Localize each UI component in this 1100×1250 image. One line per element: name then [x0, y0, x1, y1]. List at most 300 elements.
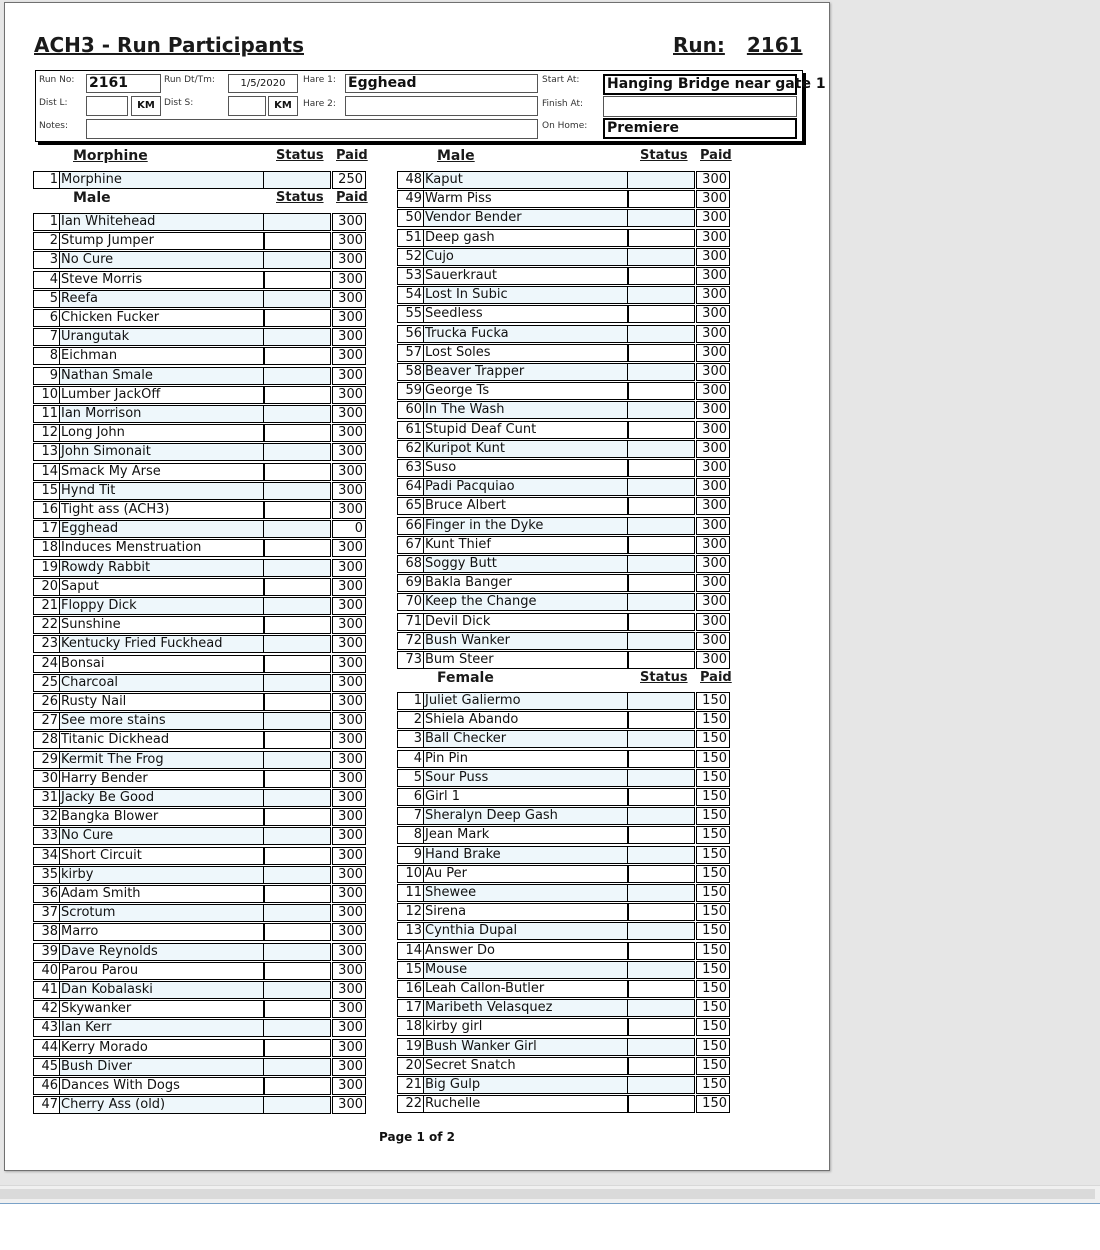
paid-amount: 300: [696, 286, 730, 304]
paid-amount: 300: [332, 885, 366, 903]
status-cell[interactable]: [627, 229, 695, 247]
paid-amount: 300: [332, 501, 366, 519]
dist-s-field[interactable]: [228, 96, 266, 116]
status-cell[interactable]: [263, 597, 331, 615]
status-cell[interactable]: [627, 961, 695, 979]
status-cell[interactable]: [627, 632, 695, 650]
status-cell[interactable]: [263, 520, 331, 538]
participant-name: Lost In Subic: [423, 286, 629, 304]
participant-name: Deep gash: [423, 229, 629, 247]
paid-amount: 150: [696, 807, 730, 825]
status-cell[interactable]: [263, 578, 331, 596]
participant-name: Parou Parou: [59, 962, 265, 980]
paid-amount: 300: [696, 497, 730, 515]
row-number: 39: [33, 943, 59, 961]
row-number: 52: [397, 248, 423, 266]
row-number: 72: [397, 632, 423, 650]
status-cell[interactable]: [627, 497, 695, 515]
paid-amount: 300: [696, 382, 730, 400]
status-cell[interactable]: [627, 344, 695, 362]
row-number: 18: [33, 539, 59, 557]
status-cell[interactable]: [263, 347, 331, 365]
status-cell[interactable]: [263, 943, 331, 961]
row-number: 66: [397, 517, 423, 535]
row-number: 3: [397, 730, 423, 748]
paid-amount: 300: [696, 305, 730, 323]
status-cell[interactable]: [263, 386, 331, 404]
paid-amount: 300: [332, 866, 366, 884]
status-cell[interactable]: [263, 424, 331, 442]
row-number: 14: [397, 942, 423, 960]
paid-amount: 300: [332, 290, 366, 308]
finish-label: Finish At:: [542, 99, 584, 109]
row-number: 6: [33, 309, 59, 327]
participant-name: Kerry Morado: [59, 1039, 265, 1057]
status-cell[interactable]: [263, 1096, 331, 1114]
status-cell[interactable]: [627, 846, 695, 864]
row-number: 70: [397, 593, 423, 611]
status-cell[interactable]: [627, 788, 695, 806]
row-number: 73: [397, 651, 423, 669]
participant-name: Ian Kerr: [59, 1019, 265, 1037]
status-cell[interactable]: [627, 865, 695, 883]
participant-name: Ian Whitehead: [59, 213, 265, 231]
paid-amount: 150: [696, 980, 730, 998]
status-cell[interactable]: [263, 1019, 331, 1037]
participant-name: Urangutak: [59, 328, 265, 346]
status-cell[interactable]: [627, 190, 695, 208]
status-cell[interactable]: [263, 171, 331, 189]
participant-name: Floppy Dick: [59, 597, 265, 615]
row-number: 2: [397, 711, 423, 729]
status-cell[interactable]: [263, 616, 331, 634]
participant-name: Secret Snatch: [423, 1057, 629, 1075]
row-number: 53: [397, 267, 423, 285]
participant-name: Ruchelle: [423, 1095, 629, 1113]
male-right-paid-heading: Paid: [700, 148, 732, 163]
female-headings: [405, 670, 829, 687]
dist-s-unit: KM: [268, 96, 298, 116]
status-cell[interactable]: [627, 478, 695, 496]
participant-name: Scrotum: [59, 904, 265, 922]
row-number: 34: [33, 847, 59, 865]
paid-amount: 300: [332, 251, 366, 269]
male-left-headings: [5, 190, 405, 207]
status-cell[interactable]: [263, 770, 331, 788]
row-number: 1: [33, 171, 59, 189]
status-cell[interactable]: [627, 305, 695, 323]
row-number: 58: [397, 363, 423, 381]
paid-amount: 300: [332, 1077, 366, 1095]
row-number: 10: [33, 386, 59, 404]
female-paid-heading: Paid: [700, 670, 732, 685]
paid-amount: 150: [696, 1018, 730, 1036]
row-number: 44: [33, 1039, 59, 1057]
participant-name: Kaput: [423, 171, 629, 189]
status-cell[interactable]: [263, 731, 331, 749]
paid-amount: 300: [332, 616, 366, 634]
paid-amount: 250: [332, 171, 366, 189]
row-number: 19: [33, 559, 59, 577]
status-cell[interactable]: [263, 923, 331, 941]
participant-name: Kermit The Frog: [59, 751, 265, 769]
male-right-heading: Male: [437, 148, 475, 164]
participant-name: Harry Bender: [59, 770, 265, 788]
status-cell[interactable]: [263, 847, 331, 865]
status-cell[interactable]: [263, 866, 331, 884]
hare2-field[interactable]: [345, 96, 538, 116]
paid-amount: 300: [696, 440, 730, 458]
participant-name: In The Wash: [423, 401, 629, 419]
participant-name: Bruce Albert: [423, 497, 629, 515]
paid-amount: 150: [696, 865, 730, 883]
participant-name: Pin Pin: [423, 750, 629, 768]
row-number: 3: [33, 251, 59, 269]
participant-name: George Ts: [423, 382, 629, 400]
status-cell[interactable]: [627, 593, 695, 611]
status-cell[interactable]: [263, 463, 331, 481]
participant-name: Titanic Dickhead: [59, 731, 265, 749]
row-number: 1: [397, 692, 423, 710]
notes-label: Notes:: [39, 121, 69, 131]
status-cell[interactable]: [627, 769, 695, 787]
row-number: 12: [33, 424, 59, 442]
participant-name: Hynd Tit: [59, 482, 265, 500]
participant-name: Girl 1: [423, 788, 629, 806]
status-cell[interactable]: [627, 286, 695, 304]
participant-name: Seedless: [423, 305, 629, 323]
paid-amount: 150: [696, 999, 730, 1017]
status-cell[interactable]: [627, 1076, 695, 1094]
participant-name: Dances With Dogs: [59, 1077, 265, 1095]
notes-field[interactable]: [86, 119, 538, 139]
morphine-paid-heading: Paid: [336, 148, 368, 163]
female-status-heading: Status: [640, 670, 688, 685]
paid-amount: 150: [696, 711, 730, 729]
paid-amount: 300: [332, 1019, 366, 1037]
paid-amount: 300: [332, 328, 366, 346]
on-home-label: On Home:: [542, 121, 588, 131]
row-number: 42: [33, 1000, 59, 1018]
participant-name: Bum Steer: [423, 651, 629, 669]
paid-amount: 300: [332, 789, 366, 807]
status-cell[interactable]: [627, 209, 695, 227]
paid-amount: 300: [332, 923, 366, 941]
row-number: 22: [33, 616, 59, 634]
participant-name: Bush Diver: [59, 1058, 265, 1076]
status-cell[interactable]: [627, 536, 695, 554]
status-cell[interactable]: [627, 884, 695, 902]
row-number: 57: [397, 344, 423, 362]
hare1-field[interactable]: Egghead: [345, 74, 538, 93]
status-cell[interactable]: [627, 613, 695, 631]
row-number: 14: [33, 463, 59, 481]
status-cell[interactable]: [627, 459, 695, 477]
row-number: 68: [397, 555, 423, 573]
status-cell[interactable]: [263, 693, 331, 711]
paid-amount: 150: [696, 942, 730, 960]
paid-amount: 300: [332, 1039, 366, 1057]
participant-name: Dan Kobalaski: [59, 981, 265, 999]
status-cell[interactable]: [627, 171, 695, 189]
paid-amount: 150: [696, 1095, 730, 1113]
status-cell[interactable]: [263, 827, 331, 845]
paid-amount: 300: [332, 693, 366, 711]
participant-name: Padi Pacquiao: [423, 478, 629, 496]
row-number: 35: [33, 866, 59, 884]
status-cell[interactable]: [263, 751, 331, 769]
status-cell[interactable]: [627, 692, 695, 710]
paid-amount: 300: [696, 632, 730, 650]
status-cell[interactable]: [627, 421, 695, 439]
horizontal-scrollbar[interactable]: [0, 1185, 1100, 1203]
participant-name: Kentucky Fried Fuckhead: [59, 635, 265, 653]
run-dt-label: Run Dt/Tm:: [164, 75, 215, 85]
status-cell[interactable]: [627, 382, 695, 400]
participant-name: Bush Wanker: [423, 632, 629, 650]
row-number: 12: [397, 903, 423, 921]
paid-amount: 0: [332, 520, 366, 538]
status-cell[interactable]: [263, 482, 331, 500]
status-cell[interactable]: [263, 1077, 331, 1095]
participant-name: Shiela Abando: [423, 711, 629, 729]
participant-name: Sour Puss: [423, 769, 629, 787]
row-number: 16: [33, 501, 59, 519]
paid-amount: 300: [332, 271, 366, 289]
row-number: 46: [33, 1077, 59, 1095]
row-number: 40: [33, 962, 59, 980]
row-number: 4: [397, 750, 423, 768]
paid-amount: 300: [332, 943, 366, 961]
status-cell[interactable]: [627, 980, 695, 998]
participant-name: Trucka Fucka: [423, 325, 629, 343]
status-cell[interactable]: [627, 750, 695, 768]
paid-amount: 300: [332, 559, 366, 577]
status-cell[interactable]: [263, 501, 331, 519]
row-number: 60: [397, 401, 423, 419]
status-cell[interactable]: [627, 730, 695, 748]
run-no-field[interactable]: 2161: [86, 74, 161, 93]
row-number: 69: [397, 574, 423, 592]
status-cell[interactable]: [627, 517, 695, 535]
status-cell[interactable]: [263, 712, 331, 730]
finish-field[interactable]: [603, 96, 797, 117]
status-cell[interactable]: [627, 1038, 695, 1056]
status-cell[interactable]: [263, 1000, 331, 1018]
status-cell[interactable]: [627, 922, 695, 940]
paid-amount: 300: [696, 248, 730, 266]
status-cell[interactable]: [263, 655, 331, 673]
hare1-label: Hare 1:: [303, 75, 336, 85]
participant-name: Nathan Smale: [59, 367, 265, 385]
paid-amount: 300: [332, 1096, 366, 1114]
participant-name: Skywanker: [59, 1000, 265, 1018]
paid-amount: 300: [332, 347, 366, 365]
row-number: 65: [397, 497, 423, 515]
status-cell[interactable]: [627, 1095, 695, 1113]
participant-name: Leah Callon-Butler: [423, 980, 629, 998]
participant-name: Finger in the Dyke: [423, 517, 629, 535]
run-label: Run:: [673, 33, 725, 57]
paid-amount: 150: [696, 692, 730, 710]
paid-amount: 300: [696, 651, 730, 669]
paid-amount: 300: [696, 593, 730, 611]
status-cell[interactable]: [263, 232, 331, 250]
status-cell[interactable]: [263, 904, 331, 922]
status-cell[interactable]: [627, 363, 695, 381]
run-dt-field[interactable]: 1/5/2020: [228, 74, 298, 93]
paid-amount: 300: [696, 478, 730, 496]
paid-amount: 300: [332, 463, 366, 481]
male-left-paid-heading: Paid: [336, 190, 368, 205]
paid-amount: 300: [332, 539, 366, 557]
status-cell[interactable]: [627, 248, 695, 266]
paid-amount: 300: [696, 401, 730, 419]
row-number: 32: [33, 808, 59, 826]
status-cell[interactable]: [627, 807, 695, 825]
status-cell[interactable]: [627, 325, 695, 343]
status-cell[interactable]: [263, 271, 331, 289]
status-cell[interactable]: [263, 981, 331, 999]
run-heading: [673, 33, 803, 57]
row-number: 67: [397, 536, 423, 554]
status-cell[interactable]: [627, 267, 695, 285]
status-cell[interactable]: [263, 443, 331, 461]
status-cell[interactable]: [627, 440, 695, 458]
paid-amount: 300: [332, 367, 366, 385]
status-cell[interactable]: [263, 789, 331, 807]
status-cell[interactable]: [263, 328, 331, 346]
female-heading: Female: [437, 670, 494, 686]
row-number: 22: [397, 1095, 423, 1113]
participant-name: Sauerkraut: [423, 267, 629, 285]
paid-amount: 300: [696, 267, 730, 285]
status-cell[interactable]: [627, 1018, 695, 1036]
status-cell[interactable]: [627, 555, 695, 573]
row-number: 9: [397, 846, 423, 864]
status-cell[interactable]: [263, 539, 331, 557]
participant-name: Marro: [59, 923, 265, 941]
row-number: 15: [33, 482, 59, 500]
participant-name: Sunshine: [59, 616, 265, 634]
paid-amount: 300: [332, 1058, 366, 1076]
dist-l-field[interactable]: [86, 96, 128, 116]
status-cell[interactable]: [263, 559, 331, 577]
paid-amount: 300: [332, 808, 366, 826]
paid-amount: 300: [332, 770, 366, 788]
participant-name: kirby girl: [423, 1018, 629, 1036]
male-right-status-heading: Status: [640, 148, 688, 163]
status-cell[interactable]: [263, 405, 331, 423]
row-number: 51: [397, 229, 423, 247]
paid-amount: 300: [332, 232, 366, 250]
paid-amount: 150: [696, 1076, 730, 1094]
status-cell[interactable]: [263, 635, 331, 653]
participant-name: See more stains: [59, 712, 265, 730]
row-number: 49: [397, 190, 423, 208]
paid-amount: 300: [696, 517, 730, 535]
participant-name: Mouse: [423, 961, 629, 979]
participant-name: Bonsai: [59, 655, 265, 673]
paid-amount: 300: [332, 482, 366, 500]
participant-name: Answer Do: [423, 942, 629, 960]
row-number: 48: [397, 171, 423, 189]
status-cell[interactable]: [627, 574, 695, 592]
paid-amount: 300: [696, 325, 730, 343]
status-cell[interactable]: [263, 962, 331, 980]
participant-name: Charcoal: [59, 674, 265, 692]
paid-amount: 300: [332, 578, 366, 596]
column-headings: [5, 148, 829, 165]
on-home-field[interactable]: Premiere: [603, 118, 797, 139]
status-cell[interactable]: [263, 367, 331, 385]
participant-name: No Cure: [59, 251, 265, 269]
row-number: 47: [33, 1096, 59, 1114]
status-cell[interactable]: [263, 290, 331, 308]
status-cell[interactable]: [263, 213, 331, 231]
participant-name: Vendor Bender: [423, 209, 629, 227]
status-cell[interactable]: [627, 826, 695, 844]
status-cell[interactable]: [627, 999, 695, 1017]
run-no-label: Run No:: [39, 75, 75, 85]
participant-name: Steve Morris: [59, 271, 265, 289]
participant-name: Devil Dick: [423, 613, 629, 631]
participant-name: Suso: [423, 459, 629, 477]
run-number: 2161: [746, 33, 803, 57]
status-cell[interactable]: [627, 942, 695, 960]
dist-l-label: Dist L:: [39, 98, 68, 108]
participant-name: Jean Mark: [423, 826, 629, 844]
row-number: 5: [33, 290, 59, 308]
row-number: 38: [33, 923, 59, 941]
participant-name: Bakla Banger: [423, 574, 629, 592]
status-cell[interactable]: [627, 711, 695, 729]
participant-name: Egghead: [59, 520, 265, 538]
scrollbar-thumb[interactable]: [0, 1189, 1095, 1199]
paid-amount: 150: [696, 961, 730, 979]
participant-name: Cynthia Dupal: [423, 922, 629, 940]
paid-amount: 300: [332, 674, 366, 692]
status-cell[interactable]: [263, 1058, 331, 1076]
dist-l-unit: KM: [131, 96, 161, 116]
row-number: 7: [33, 328, 59, 346]
status-cell[interactable]: [263, 885, 331, 903]
status-cell[interactable]: [263, 251, 331, 269]
status-cell[interactable]: [263, 309, 331, 327]
participant-name: Dave Reynolds: [59, 943, 265, 961]
status-cell[interactable]: [263, 808, 331, 826]
row-number: 64: [397, 478, 423, 496]
row-number: 27: [33, 712, 59, 730]
status-cell[interactable]: [263, 1039, 331, 1057]
status-cell[interactable]: [263, 674, 331, 692]
row-number: 13: [33, 443, 59, 461]
participant-name: kirby: [59, 866, 265, 884]
status-cell[interactable]: [627, 401, 695, 419]
status-cell[interactable]: [627, 1057, 695, 1075]
row-number: 13: [397, 922, 423, 940]
status-cell[interactable]: [627, 903, 695, 921]
paid-amount: 300: [332, 597, 366, 615]
paid-amount: 300: [332, 827, 366, 845]
participant-name: Stump Jumper: [59, 232, 265, 250]
row-number: 71: [397, 613, 423, 631]
start-label: Start At:: [542, 75, 580, 85]
status-cell[interactable]: [627, 651, 695, 669]
start-field[interactable]: Hanging Bridge near gate 1: [603, 74, 797, 95]
row-number: 33: [33, 827, 59, 845]
participant-name: Stupid Deaf Cunt: [423, 421, 629, 439]
